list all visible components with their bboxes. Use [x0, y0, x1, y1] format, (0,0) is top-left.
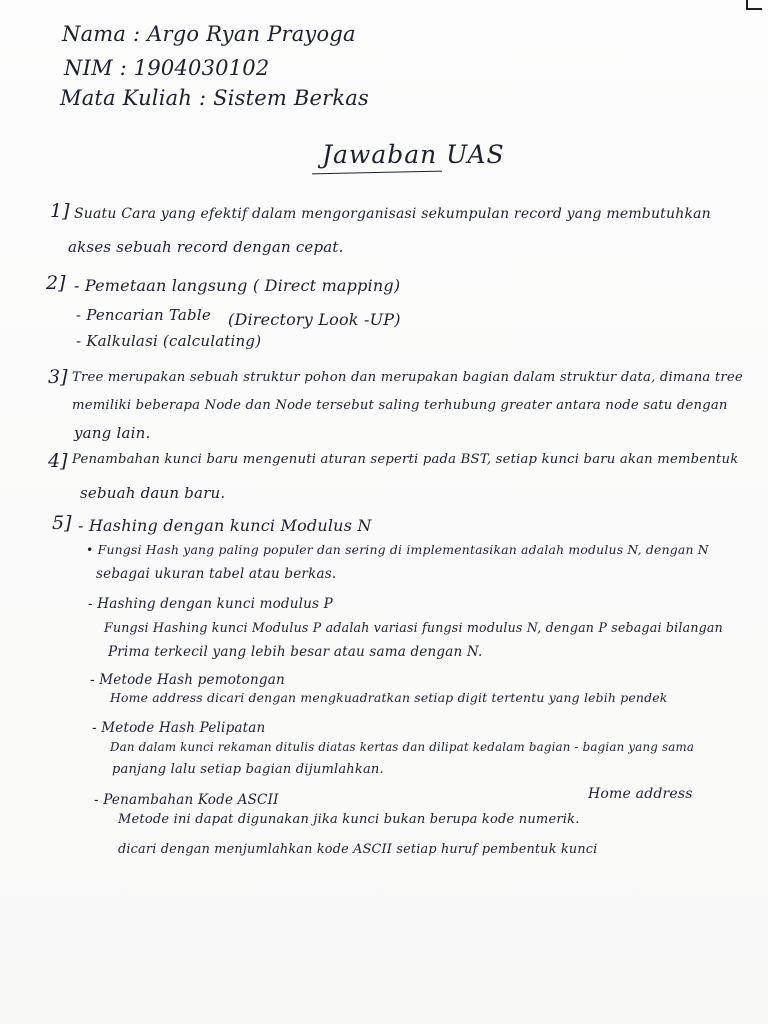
- answer-5-line-14: dicari dengan menjumlahkan kode ASCII setiap huruf pembentuk kunci: [118, 842, 598, 857]
- answer-5-line-2: • Fungsi Hash yang paling populer dan sering di implementasikan adalah modulus N, dengan N: [86, 542, 709, 557]
- answer-2-line-2: - Pencarian Table: [76, 306, 211, 324]
- answer-2-line-1: - Pemetaan langsung ( Direct mapping): [74, 276, 401, 295]
- answer-3-line-1: Tree merupakan sebuah struktur pohon dan merupakan bagian dalam struktur data, dimana tree: [72, 370, 743, 385]
- answer-4-line-2: sebuah daun baru.: [80, 484, 226, 502]
- answer-5-line-9: - Metode Hash Pelipatan: [92, 720, 266, 736]
- answer-1-line-2: akses sebuah record dengan cepat.: [68, 238, 344, 256]
- answer-4-number: 4]: [48, 450, 68, 472]
- course-name: Mata Kuliah : Sistem Berkas: [60, 86, 369, 110]
- answer-3-line-3: yang lain.: [74, 424, 151, 442]
- page-title: Jawaban UAS: [322, 140, 505, 169]
- student-nim: NIM : 1904030102: [64, 56, 270, 80]
- answer-5-line-12-continued: Home address: [588, 786, 693, 802]
- answer-5-line-13: Metode ini dapat digunakan jika kunci bukan berupa kode numerik.: [118, 812, 580, 827]
- answer-5-line-8: Home address dicari dengan mengkuadratkan setiap digit tertentu yang lebih pendek: [110, 690, 668, 705]
- answer-5-line-10: Dan dalam kunci rekaman ditulis diatas kertas dan dilipat kedalam bagian - bagian yang sama: [110, 740, 695, 754]
- answer-4-line-1: Penambahan kunci baru mengenuti aturan seperti pada BST, setiap kunci baru akan membentuk: [72, 452, 739, 467]
- answer-2-number: 2]: [46, 272, 66, 294]
- answer-5-line-12: - Penambahan Kode ASCII: [94, 792, 279, 808]
- answer-5-line-7: - Metode Hash pemotongan: [90, 672, 285, 688]
- answer-3-number: 3]: [48, 366, 68, 388]
- title-underline: [312, 171, 442, 175]
- answer-2-line-2-detail: (Directory Look -UP): [228, 310, 401, 329]
- answer-5-line-4: - Hashing dengan kunci modulus P: [88, 596, 333, 612]
- answer-5-number: 5]: [52, 512, 72, 534]
- student-name: Nama : Argo Ryan Prayoga: [62, 22, 356, 46]
- corner-mark: [746, 0, 762, 10]
- answer-2-line-3: - Kalkulasi (calculating): [76, 332, 262, 350]
- answer-5-line-3: sebagai ukuran tabel atau berkas.: [96, 566, 337, 582]
- answer-5-line-11: panjang lalu setiap bagian dijumlahkan.: [112, 762, 384, 777]
- answer-1-number: 1]: [50, 200, 70, 222]
- answer-1-line-1: Suatu Cara yang efektif dalam mengorganisasi sekumpulan record yang membutuhkan: [74, 206, 711, 222]
- answer-5-line-6: Prima terkecil yang lebih besar atau sama dengan N.: [108, 644, 483, 660]
- answer-3-line-2: memiliki beberapa Node dan Node tersebut saling terhubung greater antara node satu dengan: [72, 398, 728, 413]
- answer-5-line-5: Fungsi Hashing kunci Modulus P adalah variasi fungsi modulus N, dengan P sebagai bilangan: [104, 620, 723, 635]
- answer-5-line-1: - Hashing dengan kunci Modulus N: [78, 516, 372, 535]
